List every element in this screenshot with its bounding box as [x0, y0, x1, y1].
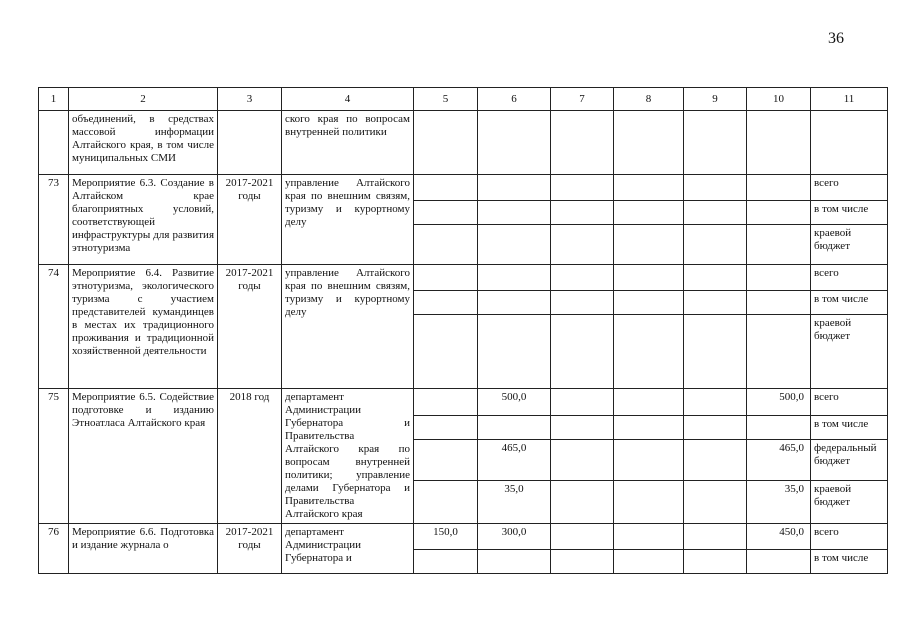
- cell: [551, 389, 614, 416]
- program-table: [38, 87, 888, 574]
- total-cell: [747, 175, 811, 201]
- cell: [551, 175, 614, 201]
- amount-cell: [478, 265, 551, 291]
- event-cell: Мероприятие 6.3. Создание в Алтайском крае благоприятных условий, соответствующей инфраструктуры для развития этнотуризма: [69, 175, 218, 265]
- amount-cell: [414, 415, 478, 440]
- cell: [614, 550, 684, 574]
- amount-cell: [414, 481, 478, 524]
- amount-cell: [478, 415, 551, 440]
- total-cell: [747, 225, 811, 265]
- executor-cell: ского края по вопросам внутренней политики: [282, 111, 414, 175]
- amount-cell: [478, 225, 551, 265]
- amount-cell: [478, 201, 551, 225]
- amount-cell: [414, 175, 478, 201]
- cell: [684, 524, 747, 550]
- funding-source-cell: в том числе: [811, 291, 888, 315]
- total-cell: [747, 201, 811, 225]
- table-row: [39, 524, 888, 550]
- row-number-cell: 74: [39, 265, 69, 389]
- total-cell: 465,0: [747, 440, 811, 481]
- cell: [614, 265, 684, 291]
- cell: [684, 315, 747, 389]
- period-cell: 2018 год: [218, 389, 282, 524]
- cell: [684, 201, 747, 225]
- amount-cell: [478, 175, 551, 201]
- amount-cell: [414, 201, 478, 225]
- row-number-cell: 76: [39, 524, 69, 574]
- amount-cell: 300,0: [478, 524, 551, 550]
- event-cell: Мероприятие 6.4. Развитие этнотуризма, экологического туризма с участием представителей кумандинцев в местах их традиционного проживания и традиционной хозяйственной деятельности: [69, 265, 218, 389]
- cell: [551, 415, 614, 440]
- amount-cell: [414, 225, 478, 265]
- cell: [811, 111, 888, 175]
- cell: [478, 111, 551, 175]
- cell: [684, 440, 747, 481]
- cell: [614, 481, 684, 524]
- cell: [684, 175, 747, 201]
- cell: [614, 225, 684, 265]
- amount-cell: 500,0: [478, 389, 551, 416]
- cell: [614, 315, 684, 389]
- total-cell: [747, 415, 811, 440]
- cell: [684, 415, 747, 440]
- total-cell: 450,0: [747, 524, 811, 550]
- total-cell: [747, 550, 811, 574]
- total-cell: [747, 265, 811, 291]
- cell: [551, 225, 614, 265]
- header-row: [39, 88, 888, 111]
- executor-cell: департамент Администрации Губернатора и: [282, 524, 414, 574]
- period-cell: 2017-2021 годы: [218, 265, 282, 389]
- funding-source-cell: краевой бюджет: [811, 315, 888, 389]
- funding-source-cell: федеральный бюджет: [811, 440, 888, 481]
- amount-cell: [478, 550, 551, 574]
- header-cell: 10: [747, 88, 811, 111]
- cell: [614, 389, 684, 416]
- total-cell: [747, 291, 811, 315]
- cell: [551, 524, 614, 550]
- period-cell: 2017-2021 годы: [218, 524, 282, 574]
- continuation-row: [39, 111, 888, 175]
- cell: [614, 111, 684, 175]
- header-cell: 4: [282, 88, 414, 111]
- cell: [551, 440, 614, 481]
- header-cell: 8: [614, 88, 684, 111]
- period-cell: [218, 111, 282, 175]
- cell: [684, 389, 747, 416]
- executor-cell: департамент Администрации Губернатора и Правительства Алтайского края по вопросам внутренней политики; управление делами Губернатора и Правительства Алтайского края: [282, 389, 414, 524]
- header-cell: 11: [811, 88, 888, 111]
- header-cell: 5: [414, 88, 478, 111]
- cell: [684, 550, 747, 574]
- total-cell: 500,0: [747, 389, 811, 416]
- cell: [551, 481, 614, 524]
- cell: [684, 481, 747, 524]
- cell: [551, 201, 614, 225]
- header-cell: 7: [551, 88, 614, 111]
- funding-source-cell: всего: [811, 265, 888, 291]
- row-number-cell: 73: [39, 175, 69, 265]
- header-cell: 6: [478, 88, 551, 111]
- funding-source-cell: в том числе: [811, 550, 888, 574]
- header-cell: 1: [39, 88, 69, 111]
- amount-cell: [414, 315, 478, 389]
- cell: [614, 524, 684, 550]
- header-cell: 3: [218, 88, 282, 111]
- cell: [747, 111, 811, 175]
- cell: [551, 315, 614, 389]
- funding-source-cell: краевой бюджет: [811, 225, 888, 265]
- total-cell: 35,0: [747, 481, 811, 524]
- amount-cell: 35,0: [478, 481, 551, 524]
- cell: [551, 265, 614, 291]
- cell: [551, 111, 614, 175]
- cell: [614, 291, 684, 315]
- row-number-cell: [39, 111, 69, 175]
- amount-cell: [414, 265, 478, 291]
- event-cell: объединений, в средствах массовой информации Алтайского края, в том числе муниципальных СМИ: [69, 111, 218, 175]
- cell: [614, 201, 684, 225]
- amount-cell: 150,0: [414, 524, 478, 550]
- executor-cell: управление Алтайского края по внешним связям, туризму и курортному делу: [282, 175, 414, 265]
- cell: [684, 291, 747, 315]
- header-cell: 9: [684, 88, 747, 111]
- amount-cell: [478, 315, 551, 389]
- cell: [684, 111, 747, 175]
- amount-cell: [414, 389, 478, 416]
- executor-cell: управление Алтайского края по внешним связям, туризму и курортному делу: [282, 265, 414, 389]
- row-number-cell: 75: [39, 389, 69, 524]
- funding-source-cell: краевой бюджет: [811, 481, 888, 524]
- funding-source-cell: всего: [811, 389, 888, 416]
- amount-cell: 465,0: [478, 440, 551, 481]
- funding-source-cell: в том числе: [811, 201, 888, 225]
- cell: [414, 111, 478, 175]
- amount-cell: [414, 550, 478, 574]
- cell: [614, 440, 684, 481]
- amount-cell: [478, 291, 551, 315]
- period-cell: 2017-2021 годы: [218, 175, 282, 265]
- cell: [684, 265, 747, 291]
- table-row: [39, 389, 888, 416]
- table-row: [39, 175, 888, 201]
- table-row: [39, 265, 888, 291]
- funding-source-cell: в том числе: [811, 415, 888, 440]
- event-cell: Мероприятие 6.6. Подготовка и издание журнала о: [69, 524, 218, 574]
- cell: [614, 175, 684, 201]
- cell: [551, 291, 614, 315]
- amount-cell: [414, 440, 478, 481]
- header-cell: 2: [69, 88, 218, 111]
- total-cell: [747, 315, 811, 389]
- amount-cell: [414, 291, 478, 315]
- event-cell: Мероприятие 6.5. Содействие подготовке и изданию Этноатласа Алтайского края: [69, 389, 218, 524]
- cell: [614, 415, 684, 440]
- funding-source-cell: всего: [811, 524, 888, 550]
- page-number: 36: [828, 30, 844, 47]
- cell: [684, 225, 747, 265]
- cell: [551, 550, 614, 574]
- funding-source-cell: всего: [811, 175, 888, 201]
